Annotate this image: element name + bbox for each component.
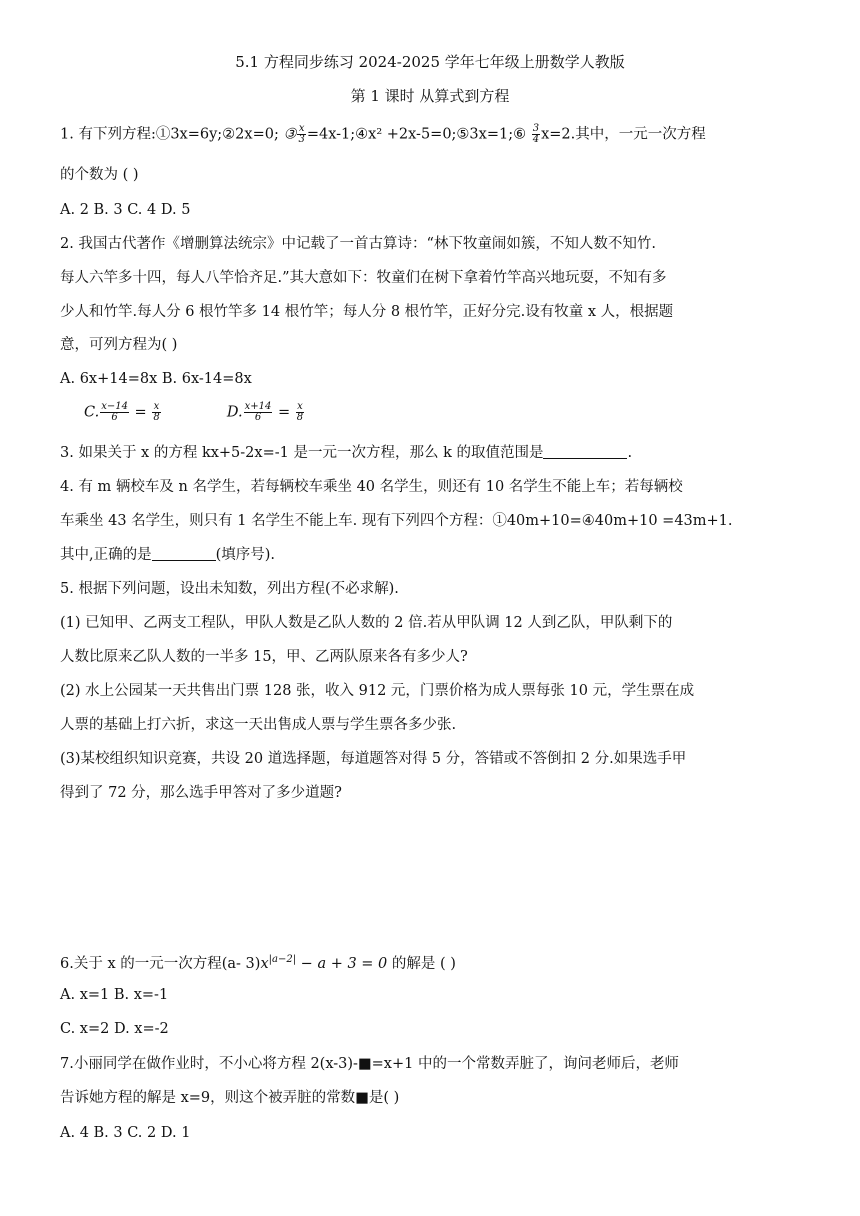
q2-option-c-equals: = xyxy=(134,404,147,421)
q5-part3-line2: 得到了 72 分，那么选手甲答对了多少道题? xyxy=(60,785,342,801)
q1-fraction-x-over-3: $\frac{x}{3}$ xyxy=(298,123,305,145)
q6-stem xyxy=(60,950,820,974)
q2-option-c-lhs: $\frac{x-14}{6}$ xyxy=(101,401,128,423)
q4-text-post: (填序号). xyxy=(215,547,276,563)
q5-part1-line1: (1) 已知甲、乙两支工程队，甲队人数是乙队人数的 2 倍.若从甲队调 12 人到乙队，甲队剩下的 xyxy=(60,615,673,631)
q2-options-cd xyxy=(84,402,820,423)
q1-fraction-3-over-4: $\frac{3}{4}$ xyxy=(532,123,540,145)
q5-part1-line2: 人数比原来乙队人数的一半多 15，甲、乙两队原来各有多少人? xyxy=(60,649,468,665)
q3-answer-blank[interactable] xyxy=(543,444,627,459)
q2-stem-line4: 意，可列方程为( ) xyxy=(60,337,178,353)
q2-options-ab: A. 6x+14=8x B. 6x-14=8x xyxy=(60,371,252,387)
q1-options: A. 2 B. 3 C. 4 D. 5 xyxy=(60,202,191,218)
q7-stem-line2: 告诉她方程的解是 x=9，则这个被弄脏的常数■是( ) xyxy=(60,1090,400,1106)
q2-option-c-rhs: $\frac{x}{8}$ xyxy=(153,401,160,423)
q3-end: . xyxy=(627,445,633,461)
q1-option3-label: ③ xyxy=(283,126,297,143)
q1-text-pre: 1. 有下列方程:①3x=6y;②2x=0; xyxy=(60,126,284,143)
q1-stem-line2: 的个数为 ( ) xyxy=(60,167,139,183)
q2-option-d-equals: = xyxy=(277,404,291,421)
q6-text-pre: 6.关于 x 的一元一次方程(a- 3) xyxy=(60,956,261,972)
q2-option-c-label: C. xyxy=(84,404,100,421)
q3-stem xyxy=(60,443,820,463)
q6-tail: 的解是 ( ) xyxy=(387,956,456,972)
q4-stem-line1: 4. 有 m 辆校车及 n 名学生，若每辆校车乘坐 40 名学生，则还有 10 名学生不能上车；若每辆校 xyxy=(60,479,683,495)
q1-text-mid: =4x-1;④x² +2x-5=0;⑤3x=1;⑥ xyxy=(306,126,531,143)
q5-part2-line1: (2) 水上公园某一天共售出门票 128 张，收入 912 元，门票价格为成人票每张 10 元，学生票在成 xyxy=(60,683,695,699)
q4-stem-line2: 车乘坐 43 名学生，则只有 1 名学生不能上车. 现有下列四个方程：①40m+10=④40m+10 =43m+1. xyxy=(60,513,733,529)
q2-stem-line2: 每人六竿多十四，每人八竿恰齐足.”其大意如下：牧童们在树下拿着竹竿高兴地玩耍，不知有多 xyxy=(60,270,667,286)
q1-text-post: x=2.其中，一元一次方程 xyxy=(541,126,706,143)
q5-part3-line1: (3)某校组织知识竞赛，共设 20 道选择题，每道题答对得 5 分，答错或不答倒扣 2 分.如果选手甲 xyxy=(60,751,687,767)
q5-intro: 5. 根据下列问题，设出未知数，列出方程(不必求解). xyxy=(60,581,399,597)
q6-math-rest: − a + 3 = 0 xyxy=(296,956,388,972)
q5-part2-line2: 人票的基础上打六折，求这一天出售成人票与学生票各多少张. xyxy=(60,717,457,733)
q4-answer-blank[interactable] xyxy=(152,546,216,561)
q2-stem-line1: 2. 我国古代著作《增删算法统宗》中记载了一首古算诗：“林下牧童闹如簇，不知人数不知竹. xyxy=(60,236,656,252)
q2-option-d-lhs: $\frac{x+14}{6}$ xyxy=(244,401,272,423)
q6-math-x: x xyxy=(260,956,269,972)
q6-options-ab: A. x=1 B. x=-1 xyxy=(60,987,169,1003)
q4-text-pre: 其中,正确的是 xyxy=(60,547,152,563)
q1-stem-line1 xyxy=(60,124,820,145)
q6-options-cd: C. x=2 D. x=-2 xyxy=(60,1021,169,1037)
q7-options: A. 4 B. 3 C. 2 D. 1 xyxy=(60,1125,191,1141)
lesson-subtitle: 第 1 课时 从算式到方程 xyxy=(350,87,510,105)
q2-option-d-rhs: $\frac{x}{8}$ xyxy=(296,401,304,423)
q3-text: 3. 如果关于 x 的方程 kx+5-2x=-1 是一元一次方程，那么 k 的取值范围是 xyxy=(60,445,544,461)
q4-stem-line3 xyxy=(60,545,820,565)
q2-stem-line3: 少人和竹竿.每人分 6 根竹竿多 14 根竹竿；每人分 8 根竹竿，正好分完.设有牧童 x 人，根据题 xyxy=(60,304,674,320)
q6-exponent: |a−2| xyxy=(268,954,297,965)
q7-stem-line1: 7.小丽同学在做作业时，不小心将方程 2(x-3)-■=x+1 中的一个常数弄脏了，询问老师后，老师 xyxy=(60,1056,679,1072)
q2-option-d-label: D. xyxy=(226,404,243,421)
worksheet-title: 5.1 方程同步练习 2024-2025 学年七年级上册数学人教版 xyxy=(235,53,625,71)
